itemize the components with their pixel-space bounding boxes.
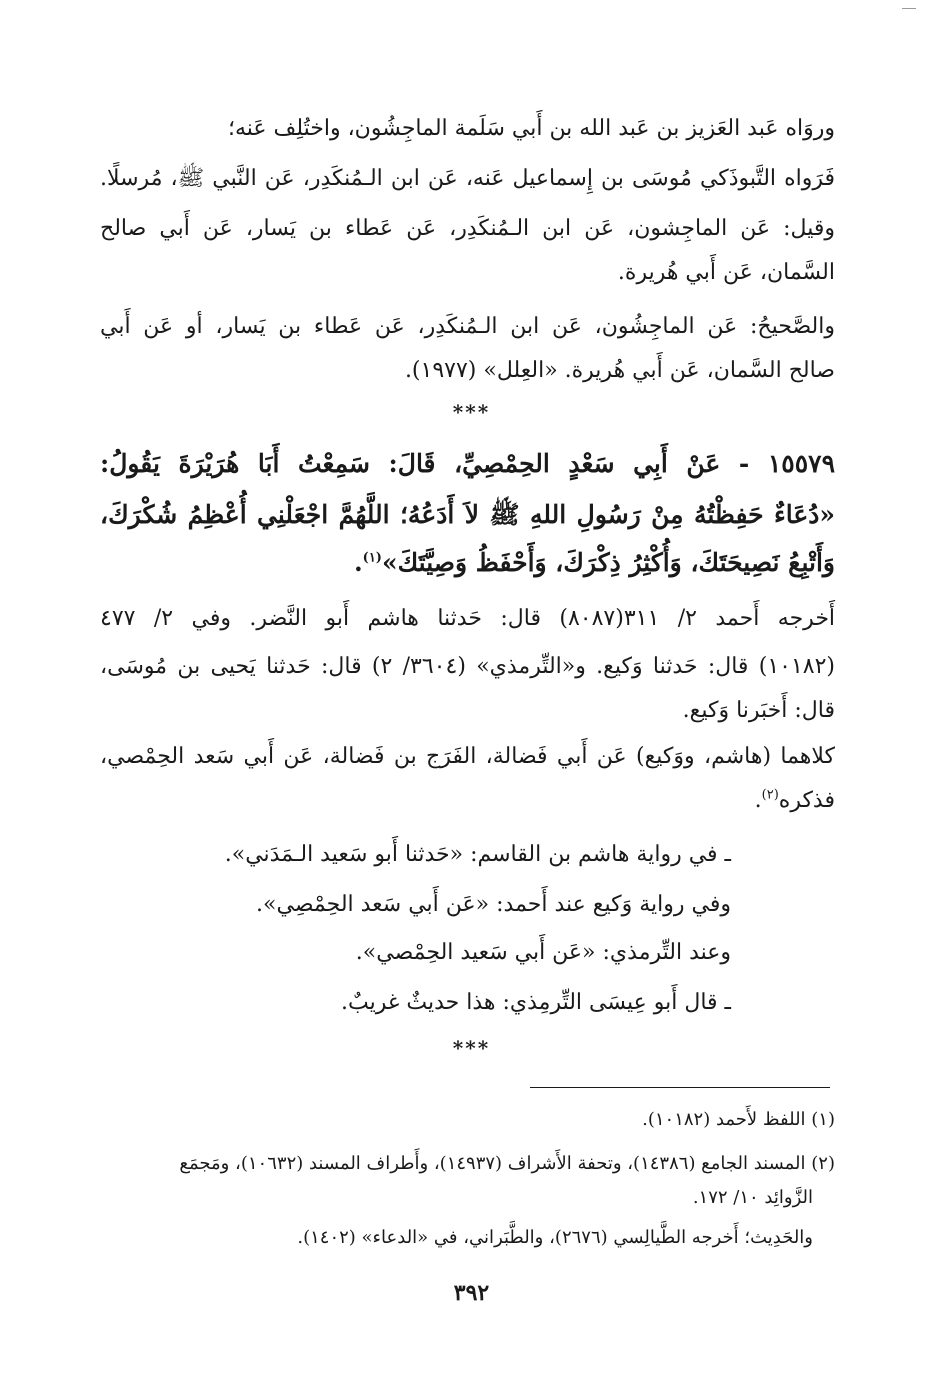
footnote: (١) اللفظ لأَحمد (١٠١٨٢). <box>642 1109 835 1130</box>
text-line: فَرَواه التَّبوذَكي مُوسَى بن إِسماعيل عَنه، عَن ابن الـمُنكَدِر، عَن النَّبي ﷺ، مُرسلًا. <box>100 166 835 191</box>
text-line: السَّمان، عَن أَبي هُريرة. <box>617 260 835 285</box>
note-line: ـ في رواية هاشم بن القاسم: «حَدثنا أَبو سَعيد الـمَدَني». <box>224 842 731 867</box>
hadith-text <box>100 546 835 580</box>
note-line: وعند التِّرمذي: «عَن أَبي سَعيد الحِمْصي». <box>355 940 731 965</box>
text-line: (١٠١٨٢) قال: حَدثنا وَكيع. و«التِّرمذي» (٣٦٠٤/ ٢) قال: حَدثنا يَحيى بن مُوسَى، <box>100 654 836 679</box>
section-separator: *** <box>452 400 491 424</box>
text-line: كلاهما (هاشم، ووَكيع) عَن أَبي فَضالة، الفَرَج بن فَضالة، عَن أَبي سَعد الحِمْصي، <box>100 744 835 769</box>
footnote: (٢) المسند الجامع (١٤٣٨٦)، وتحفة الأَشراف (١٤٩٣٧)، وأَطراف المسند (١٠٦٣٢)، ومَجمَع <box>179 1153 835 1174</box>
text-line: أَخرجه أَحمد ٢/ ٣١١(٨٠٨٧) قال: حَدثنا هاشم أَبو النَّضر. وفي ٢/ ٤٧٧ <box>100 606 836 631</box>
footnote-ref[interactable]: (١) <box>362 550 382 566</box>
scan-mark <box>902 8 916 9</box>
footnote-ref[interactable]: (٢) <box>761 787 779 803</box>
footnote-continuation: والحَدِيث؛ أَخرجه الطَّيالِسي (٢٦٧٦)، والطَّبَراني، في «الدعاء» (١٤٠٢). <box>297 1227 813 1248</box>
text-line: وقيل: عَن الماجِشون، عَن ابن الـمُنكَدِر، عَن عَطاء بن يَسار، عَن أَبي صالح <box>100 216 835 241</box>
text-line: وروَاه عَبد العَزيز بن عَبد الله بن أَبي سَلَمة الماجِشُون، واختُلِف عَنه؛ <box>228 116 835 141</box>
note-line: وفي رواية وَكيع عند أَحمد: «عَن أَبي سَعد الحِمْصِي». <box>256 892 731 917</box>
section-separator: *** <box>452 1036 491 1060</box>
text-part: فذكره <box>778 788 835 813</box>
text-line: قال: أَخبَرنا وَكيع. <box>682 698 835 723</box>
text-line: صالح السَّمان، عَن أَبي هُريرة. «العِلل» (١٩٧٧). <box>404 358 835 383</box>
hadith-text-part: وَأَتْبِعُ نَصِيحَتَكَ، وَأُكْثِرُ ذِكْرَكَ، وَأَحْفَظُ وَصِيَّتَكَ» <box>381 548 835 577</box>
hadith-text-end: . <box>353 548 363 577</box>
hadith-text: «دُعَاءٌ حَفِظْتُهُ مِنْ رَسُولِ اللهِ ﷺ لاَ أَدَعُهُ؛ اللَّهُمَّ اجْعَلْنِي أُعْظِمُ شُكْرَكَ، <box>100 500 835 529</box>
note-line: ـ قال أَبو عِيسَى التِّرمِذي: هذا حديثٌ غريبٌ. <box>341 990 731 1015</box>
text-end: . <box>754 788 762 813</box>
footnote-continuation: الزَّوائِد ١٠/ ١٧٢. <box>692 1187 813 1208</box>
text-line: والصَّحيحُ: عَن الماجِشُون، عَن ابن الـمُنكَدِر، عَن عَطاء بن يَسار، أو عَن أَبي <box>100 314 835 339</box>
page-number: ٣٩٢ <box>453 1280 490 1306</box>
text-line <box>100 786 835 816</box>
hadith-heading: ١٥٥٧٩ - عَنْ أَبِي سَعْدٍ الحِمْصِيِّ، قَالَ: سَمِعْتُ أَبَا هُرَيْرَةَ يَقُولُ: <box>100 449 835 478</box>
footnote-divider <box>530 1087 830 1088</box>
